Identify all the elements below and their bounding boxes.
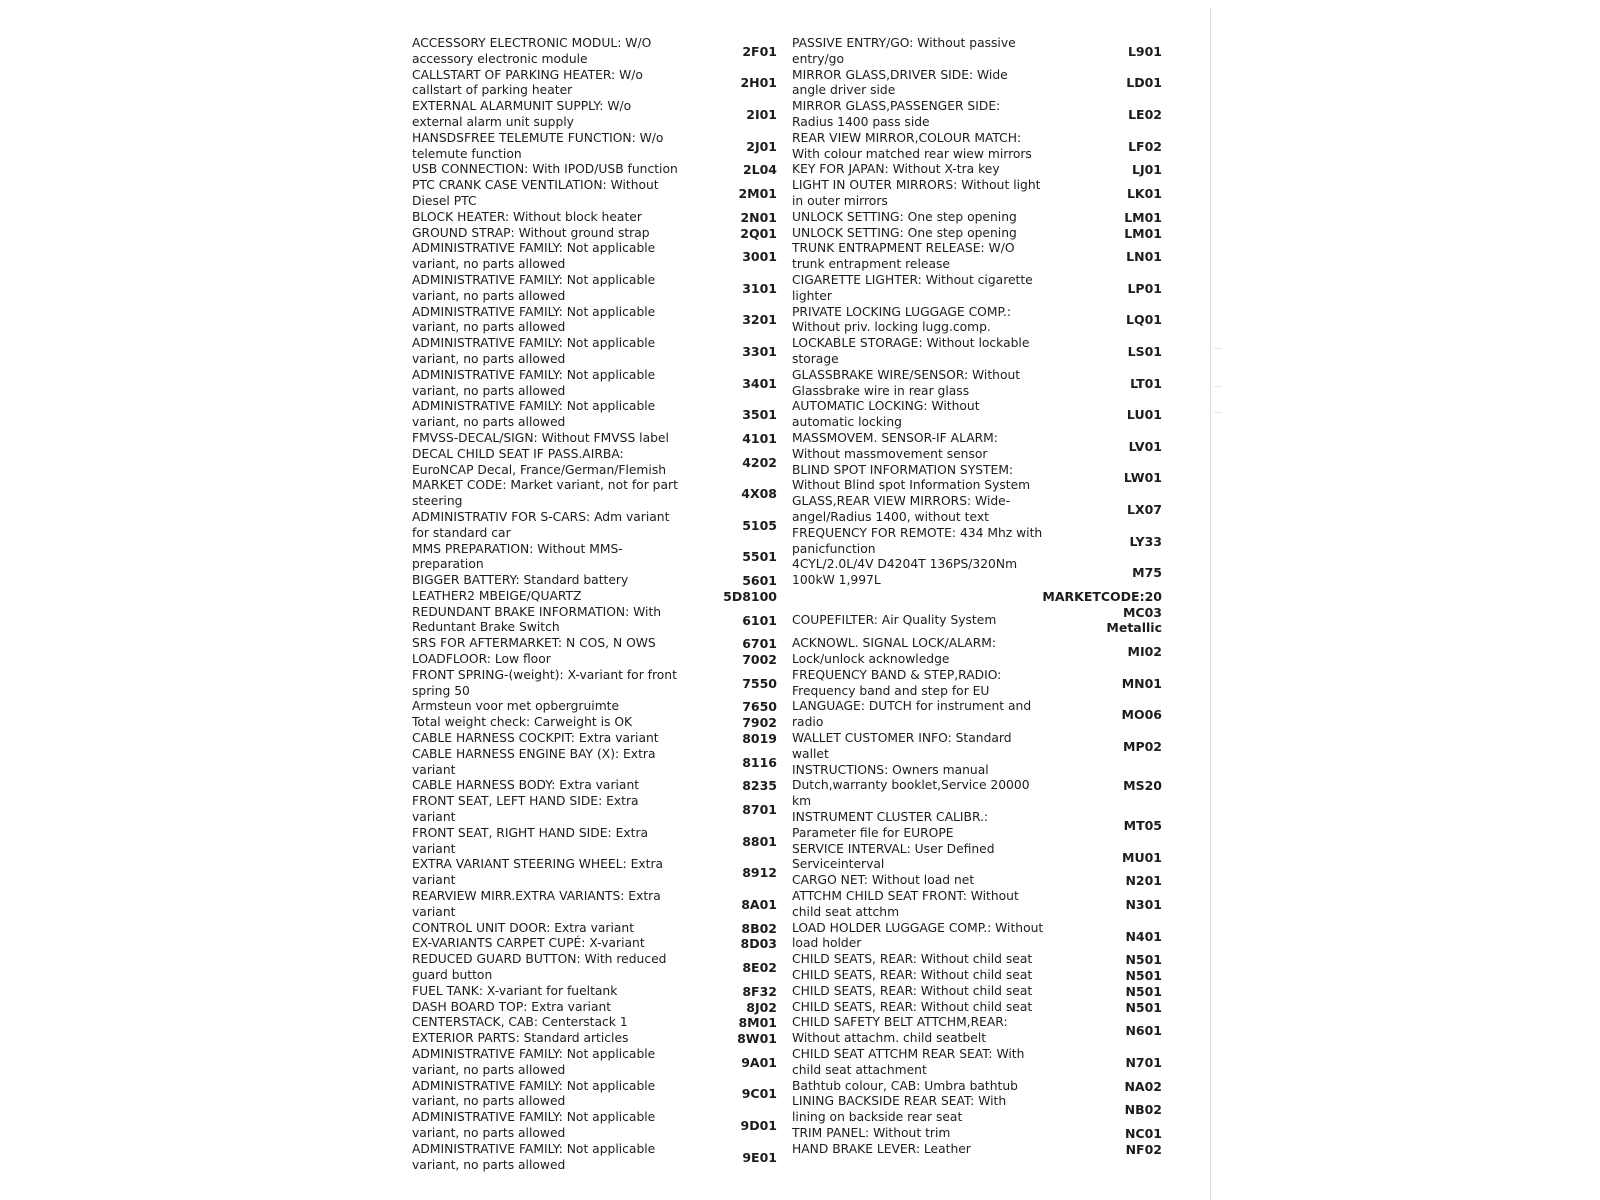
option-row [412,699,777,715]
option-description: CABLE HARNESS COCKPIT: Extra variant [412,731,659,746]
option-code: MARKETCODE:20 [1042,588,1162,604]
option-description: EXTERIOR PARTS: Standard articles [412,1031,629,1046]
option-code: 6101 [742,612,777,628]
left-column [412,36,777,1173]
option-row [412,542,777,574]
scan-mark [1214,386,1222,387]
option-code: 8F32 [742,983,777,999]
option-row [792,1126,1162,1142]
option-code: N301 [1125,896,1162,912]
option-row [412,399,777,431]
option-code: 4202 [742,454,777,470]
option-code: 5501 [742,549,777,565]
option-code: LU01 [1126,407,1162,423]
option-description: INSTRUCTIONS: Owners manual Dutch,warranty booklet,Service 20000 km [792,762,1030,809]
option-code: 5601 [742,573,777,589]
option-description: TRUNK ENTRAPMENT RELEASE: W/O trunk entrapment release [792,241,1015,272]
option-description: REAR VIEW MIRROR,COLOUR MATCH: With colour matched rear wiew mirrors [792,130,1032,161]
option-row [792,810,1162,842]
option-row [792,873,1162,889]
option-row [792,368,1162,400]
option-row [412,1047,777,1079]
option-description: Armsteun voor met opbergruimte [412,699,620,714]
option-description: CHILD SEATS, REAR: Without child seat [792,968,1033,983]
option-row [792,984,1162,1000]
option-code: NB02 [1124,1102,1162,1118]
option-description: ATTCHM CHILD SEAT FRONT: Without child seat attchm [792,889,1019,919]
option-row [792,241,1162,273]
option-row [412,305,777,337]
option-code: 6701 [742,636,777,652]
option-row [412,178,777,210]
option-code: NF02 [1125,1141,1162,1157]
option-code: N501 [1125,999,1162,1015]
option-row [412,510,777,542]
option-description: CHILD SEAT ATTCHM REAR SEAT: With child seat attachment [792,1047,1025,1077]
option-code: LJ01 [1131,162,1162,178]
option-code: 2N01 [740,209,777,225]
option-code: LX07 [1127,502,1162,517]
option-code: LY33 [1129,533,1162,549]
option-row [792,889,1162,921]
option-description: ADMINISTRATIVE FAMILY: Not applicable variant, no parts allowed [412,367,656,398]
option-code: LS01 [1127,344,1162,360]
option-description: LEATHER2 MBEIGE/QUARTZ [412,588,582,603]
option-row [412,652,777,668]
option-row [792,952,1162,968]
option-row [412,1110,777,1142]
option-row [792,731,1162,763]
option-description: EXTERNAL ALARMUNIT SUPPLY: W/o external alarm unit supply [412,99,632,129]
option-row [412,210,777,226]
option-code: 9C01 [741,1086,777,1102]
option-row [792,1000,1162,1016]
option-row [792,1079,1162,1095]
option-description: CALLSTART OF PARKING HEATER: W/o callstart of parking heater [412,67,643,98]
option-row [792,636,1162,668]
option-description: HAND BRAKE LEVER: Leather [792,1141,971,1156]
option-code: 4101 [742,430,777,446]
option-code: 3201 [742,312,777,328]
option-description: COUPEFILTER: Air Quality System [792,612,997,627]
option-row [792,699,1162,731]
option-description: ADMINISTRATIVE FAMILY: Not applicable variant, no parts allowed [412,1047,656,1077]
option-row [412,984,777,1000]
option-code: 8801 [742,833,777,849]
option-description: LANGUAGE: DUTCH for instrument and radio [792,699,1032,730]
option-code: 3401 [742,375,777,391]
option-row [412,1142,777,1174]
option-code: LD01 [1126,75,1162,91]
option-code: 8J02 [746,999,777,1015]
option-description: USB CONNECTION: With IPOD/USB function [412,162,678,177]
option-row [792,273,1162,305]
option-description: 4CYL/2.0L/4V D4204T 136PS/320Nm 100kW 1,997L [792,557,1018,588]
option-description: CARGO NET: Without load net [792,873,975,888]
option-code: 3001 [742,249,777,265]
option-code: N501 [1125,952,1162,968]
option-description: REDUCED GUARD BUTTON: With reduced guard button [412,952,667,983]
option-row [412,778,777,794]
option-description: UNLOCK SETTING: One step opening [792,225,1017,240]
option-row [412,1079,777,1111]
option-description: MMS PREPARATION: Without MMS- preparation [412,541,623,572]
option-row [792,494,1162,526]
option-description: CENTERSTACK, CAB: Centerstack 1 [412,1015,628,1030]
option-description: Bathtub colour, CAB: Umbra bathtub [792,1078,1018,1093]
option-description: BLOCK HEATER: Without block heater [412,209,642,224]
option-row [412,226,777,242]
option-code: MP02 [1123,738,1162,754]
option-description: TRIM PANEL: Without trim [792,1125,951,1140]
option-code: 8B02 [741,920,777,936]
option-description: CABLE HARNESS BODY: Extra variant [412,778,640,793]
option-code: 2L04 [742,162,777,178]
option-code: N401 [1125,928,1162,944]
option-row [792,131,1162,163]
option-description: FREQUENCY BAND & STEP,RADIO: Frequency band and step for EU [792,667,1002,698]
option-row [792,463,1162,495]
option-row [792,99,1162,131]
option-description: CHILD SAFETY BELT ATTCHM,REAR: Without attachm. child seatbelt [792,1015,1008,1046]
option-code: MI02 [1127,644,1162,660]
option-code: 9A01 [741,1054,777,1070]
option-row [412,478,777,510]
option-code: LF02 [1128,138,1162,154]
option-code: LM01 [1124,209,1162,225]
option-description: CONTROL UNIT DOOR: Extra variant [412,920,635,935]
option-code: N201 [1125,873,1162,889]
option-description: GROUND STRAP: Without ground strap [412,225,650,240]
option-row [792,557,1162,589]
option-description: ADMINISTRATIVE FAMILY: Not applicable variant, no parts allowed [412,304,656,335]
option-row [412,731,777,747]
option-description: LOADFLOOR: Low floor [412,652,551,667]
option-description: ADMINISTRATIVE FAMILY: Not applicable variant, no parts allowed [412,1078,656,1109]
option-row [412,131,777,163]
option-description: ADMINISTRATIVE FAMILY: Not applicable variant, no parts allowed [412,336,656,366]
option-row [792,210,1162,226]
option-description: EXTRA VARIANT STEERING WHEEL: Extra variant [412,857,664,888]
option-row [412,826,777,858]
option-row [792,1142,1162,1158]
option-code: 9E01 [742,1149,777,1165]
option-code: 8701 [742,802,777,818]
option-description: MARKET CODE: Market variant, not for part steering [412,478,678,509]
option-code: MU01 [1122,849,1162,865]
option-row [792,305,1162,337]
option-code: 8D03 [740,936,777,952]
option-description: INSTRUMENT CLUSTER CALIBR.: Parameter file for EUROPE [792,810,989,840]
scan-mark [1214,348,1222,349]
right-column [792,36,1162,1158]
option-code: LP01 [1127,280,1162,296]
option-description: HANSDSFREE TELEMUTE FUNCTION: W/o telemute function [412,130,664,161]
option-description: SERVICE INTERVAL: User Defined Serviceinterval [792,841,995,872]
option-description: ADMINISTRATIVE FAMILY: Not applicable variant, no parts allowed [412,272,656,303]
option-code: MC03 Metallic [1106,604,1162,636]
option-code: LW01 [1123,470,1162,486]
option-description: FRONT SEAT, LEFT HAND SIDE: Extra variant [412,794,639,825]
option-code: 8E02 [742,960,777,976]
option-code: LK01 [1126,186,1162,202]
option-description: ADMINISTRATIVE FAMILY: Not applicable variant, no parts allowed [412,399,656,430]
option-row [412,99,777,131]
option-code: 9D01 [740,1118,777,1134]
option-code: 8W01 [737,1031,777,1047]
option-row [792,399,1162,431]
option-description: UNLOCK SETTING: One step opening [792,209,1017,224]
option-row [412,447,777,479]
option-description: CHILD SEATS, REAR: Without child seat [792,983,1033,998]
option-code: 7902 [742,715,777,731]
option-description: ACKNOWL. SIGNAL LOCK/ALARM: Lock/unlock acknowledge [792,636,997,667]
option-code: MT05 [1123,817,1162,833]
option-description: WALLET CUSTOMER INFO: Standard wallet [792,731,1012,761]
option-description: PTC CRANK CASE VENTILATION: Without Diesel PTC [412,178,659,208]
option-row [412,921,777,937]
option-code: LN01 [1126,249,1162,265]
option-row [412,668,777,700]
option-description: KEY FOR JAPAN: Without X-tra key [792,162,1000,177]
option-code: N701 [1125,1054,1162,1070]
option-row [792,178,1162,210]
option-description: LOCKABLE STORAGE: Without lockable storage [792,336,1030,366]
option-description: REDUNDANT BRAKE INFORMATION: With Reduntant Brake Switch [412,604,662,635]
option-code: 8116 [742,754,777,770]
option-row [792,336,1162,368]
option-description: SRS FOR AFTERMARKET: N COS, N OWS [412,636,656,651]
option-description: MIRROR GLASS,DRIVER SIDE: Wide angle driver side [792,67,1008,98]
option-row [792,1015,1162,1047]
option-row [792,431,1162,463]
option-description: ACCESSORY ELECTRONIC MODUL: W/O accessory electronic module [412,36,652,66]
option-description: FREQUENCY FOR REMOTE: 434 Mhz with panicfunction [792,525,1043,556]
option-code: L901 [1127,43,1162,59]
option-code: 2J01 [746,138,777,154]
option-code: MN01 [1121,675,1162,691]
option-row [412,336,777,368]
option-row [412,936,777,952]
option-description: LIGHT IN OUTER MIRRORS: Without light in outer mirrors [792,178,1041,208]
option-code: 2M01 [738,186,777,202]
option-row [412,68,777,100]
option-code: NC01 [1124,1125,1162,1141]
option-description: PRIVATE LOCKING LUGGAGE COMP.: Without priv. locking lugg.comp. [792,304,1011,335]
option-description: FUEL TANK: X-variant for fueltank [412,983,618,998]
option-code: 3301 [742,344,777,360]
option-code: LT01 [1130,375,1162,391]
option-row [412,162,777,178]
option-description: BLIND SPOT INFORMATION SYSTEM: Without Blind spot Information System [792,462,1031,493]
option-description: CABLE HARNESS ENGINE BAY (X): Extra variant [412,746,656,777]
option-description: REARVIEW MIRR.EXTRA VARIANTS: Extra variant [412,889,661,919]
option-code: LQ01 [1126,312,1162,328]
option-code: 2H01 [740,75,777,91]
option-code: 4X08 [741,486,777,502]
option-description: CIGARETTE LIGHTER: Without cigarette lighter [792,272,1033,303]
option-code: MO06 [1121,707,1162,723]
option-description: PASSIVE ENTRY/GO: Without passive entry/go [792,36,1016,66]
option-description: LOAD HOLDER LUGGAGE COMP.: Without load holder [792,920,1044,951]
option-description: LINING BACKSIDE REAR SEAT: With lining on backside rear seat [792,1094,1007,1125]
option-description: GLASSBRAKE WIRE/SENSOR: Without Glassbrake wire in rear glass [792,367,1021,398]
option-row [412,715,777,731]
option-description: CHILD SEATS, REAR: Without child seat [792,999,1033,1014]
option-description: FRONT SEAT, RIGHT HAND SIDE: Extra variant [412,825,649,856]
option-description: DECAL CHILD SEAT IF PASS.AIRBA: EuroNCAP Decal, France/German/Flemish [412,446,667,477]
option-row [792,162,1162,178]
option-code: 5D8100 [723,588,777,604]
option-description: GLASS,REAR VIEW MIRRORS: Wide- angel/Radius 1400, without text [792,494,1011,524]
option-code: 5105 [742,517,777,533]
option-row [412,1015,777,1031]
option-description: ADMINISTRATIVE FAMILY: Not applicable variant, no parts allowed [412,1141,656,1172]
option-row [792,605,1162,637]
option-code: LE02 [1128,107,1162,123]
option-row [412,605,777,637]
option-row [412,573,777,589]
option-code: 7650 [742,699,777,715]
option-code: M75 [1132,565,1162,581]
option-row [412,889,777,921]
option-code: 8M01 [738,1015,777,1031]
option-code: 2Q01 [740,225,777,241]
option-row [412,636,777,652]
option-row [412,747,777,779]
option-code: 8235 [742,778,777,794]
option-row [792,668,1162,700]
option-description: MIRROR GLASS,PASSENGER SIDE: Radius 1400 pass side [792,99,1001,129]
option-code: N601 [1125,1023,1162,1039]
option-code: LV01 [1128,438,1162,454]
option-row [412,241,777,273]
scan-mark [1214,412,1222,413]
option-description: EX-VARIANTS CARPET CUPÉ: X-variant [412,936,645,951]
option-code: 7550 [742,675,777,691]
option-code: 2I01 [746,107,777,123]
option-code: 8019 [742,731,777,747]
option-description: FRONT SPRING-(weight): X-variant for front spring 50 [412,667,677,698]
option-code: LM01 [1124,225,1162,241]
option-description: ADMINISTRATIV FOR S-CARS: Adm variant for standard car [412,509,670,540]
option-row [412,1000,777,1016]
option-row [412,589,777,605]
option-row [792,1047,1162,1079]
option-code: MS20 [1123,778,1162,794]
option-row [412,273,777,305]
option-row [412,952,777,984]
option-code: 7002 [742,652,777,668]
option-code: 8A01 [741,896,777,912]
option-description: MASSMOVEM. SENSOR-IF ALARM: Without massmovement sensor [792,430,998,461]
option-row [792,1094,1162,1126]
option-row [792,68,1162,100]
option-row [792,226,1162,242]
option-row [412,431,777,447]
option-row [792,921,1162,953]
option-row [412,857,777,889]
option-code: 3501 [742,407,777,423]
option-row [792,36,1162,68]
option-code: 8912 [742,865,777,881]
option-description: ADMINISTRATIVE FAMILY: Not applicable variant, no parts allowed [412,241,656,272]
option-row [792,968,1162,984]
option-description: Total weight check: Carweight is OK [412,715,633,730]
option-row [792,842,1162,874]
option-code: NA02 [1124,1078,1162,1094]
option-description: CHILD SEATS, REAR: Without child seat [792,952,1033,967]
option-description: FMVSS-DECAL/SIGN: Without FMVSS label [412,430,669,445]
option-code: N501 [1125,968,1162,984]
option-row [412,794,777,826]
option-code: 3101 [742,280,777,296]
option-row [412,1031,777,1047]
option-row [792,526,1162,558]
option-code: 2F01 [742,43,777,59]
option-description: ADMINISTRATIVE FAMILY: Not applicable variant, no parts allowed [412,1110,656,1140]
option-row [412,368,777,400]
option-description: DASH BOARD TOP: Extra variant [412,999,612,1014]
page-edge [1210,8,1211,1200]
option-row [412,36,777,68]
option-description: BIGGER BATTERY: Standard battery [412,573,629,588]
option-code: N501 [1125,983,1162,999]
option-row [792,763,1162,810]
option-row [792,589,1162,605]
option-description: AUTOMATIC LOCKING: Without automatic locking [792,399,980,430]
